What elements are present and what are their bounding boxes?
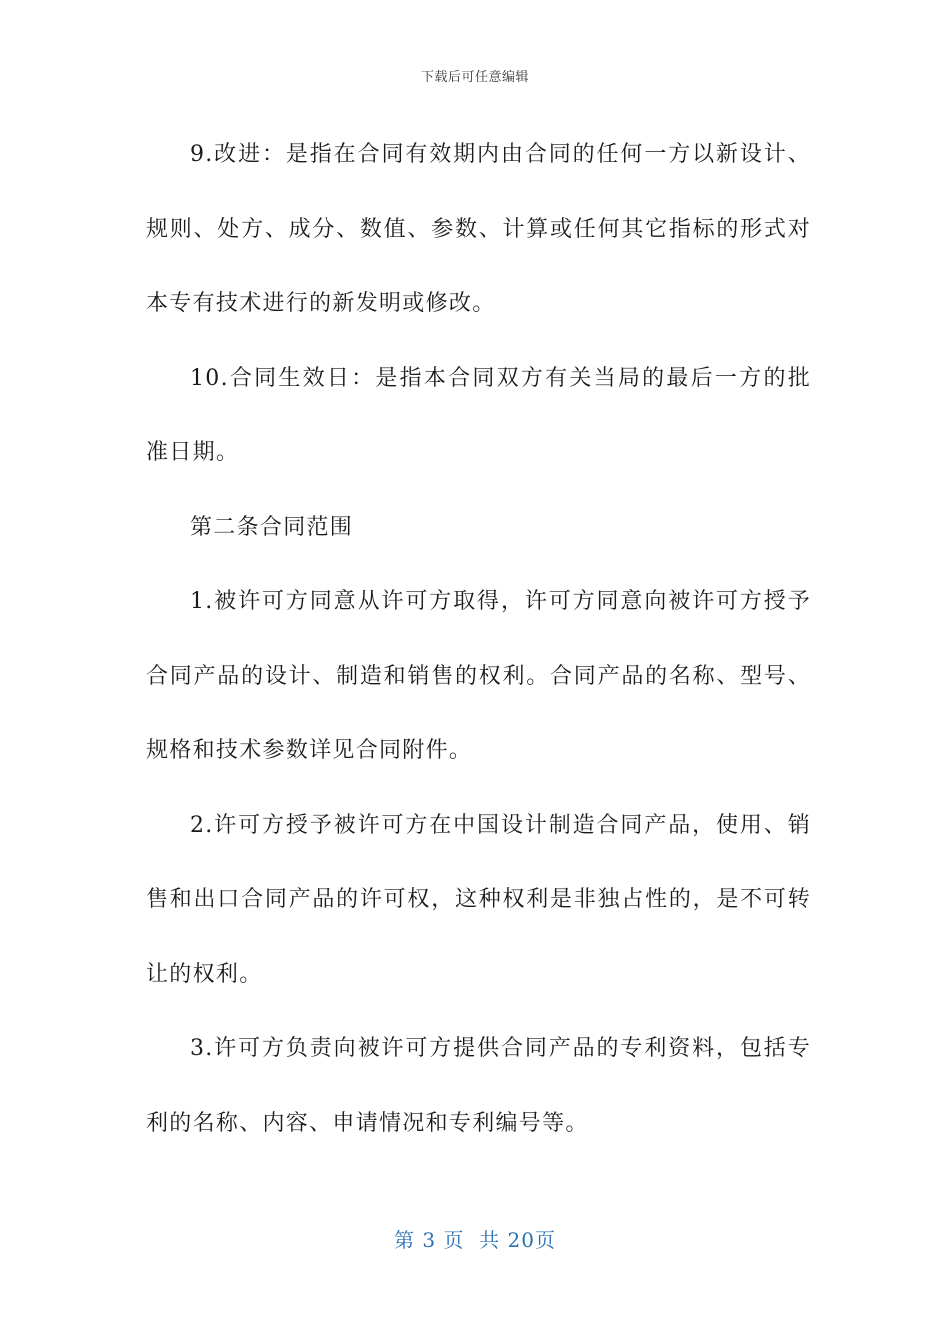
paragraph-scope-item-3: 3.许可方负责向被许可方提供合同产品的专利资料，包括专利的名称、内容、申请情况和专利编号等。 xyxy=(146,1036,811,1136)
paragraph-improvement-definition: 9.改进：是指在合同有效期内由合同的任何一方以新设计、规则、处方、成分、数值、参数、计算或任何其它指标的形式对本专有技术进行的新发明或修改。 xyxy=(146,142,811,316)
footer-label-page: 第 xyxy=(394,1228,415,1252)
footer-label-pages: 页 xyxy=(534,1228,556,1252)
footer-label-of: 页 共 xyxy=(443,1228,501,1252)
footer-current-page: 3 xyxy=(422,1228,437,1252)
paragraph-scope-item-2: 2.许可方授予被许可方在中国设计制造合同产品，使用、销售和出口合同产品的许可权，这种权利是非独占性的，是不可转让的权利。 xyxy=(146,812,811,987)
footer-total-pages: 20 xyxy=(507,1228,535,1252)
header-note: 下载后可任意编辑 xyxy=(420,70,529,85)
paragraph-scope-item-1: 1.被许可方同意从许可方取得，许可方同意向被许可方授予合同产品的设计、制造和销售的权利。合同产品的名称、型号、规格和技术参数详见合同附件。 xyxy=(146,589,811,763)
page-number-footer xyxy=(0,1224,950,1253)
document-body xyxy=(146,118,811,1161)
paragraph-effective-date-definition: 10.合同生效日：是指本合同双方有关当局的最后一方的批准日期。 xyxy=(146,365,811,465)
section-heading-contract-scope: 第二条合同范围 xyxy=(190,514,354,540)
